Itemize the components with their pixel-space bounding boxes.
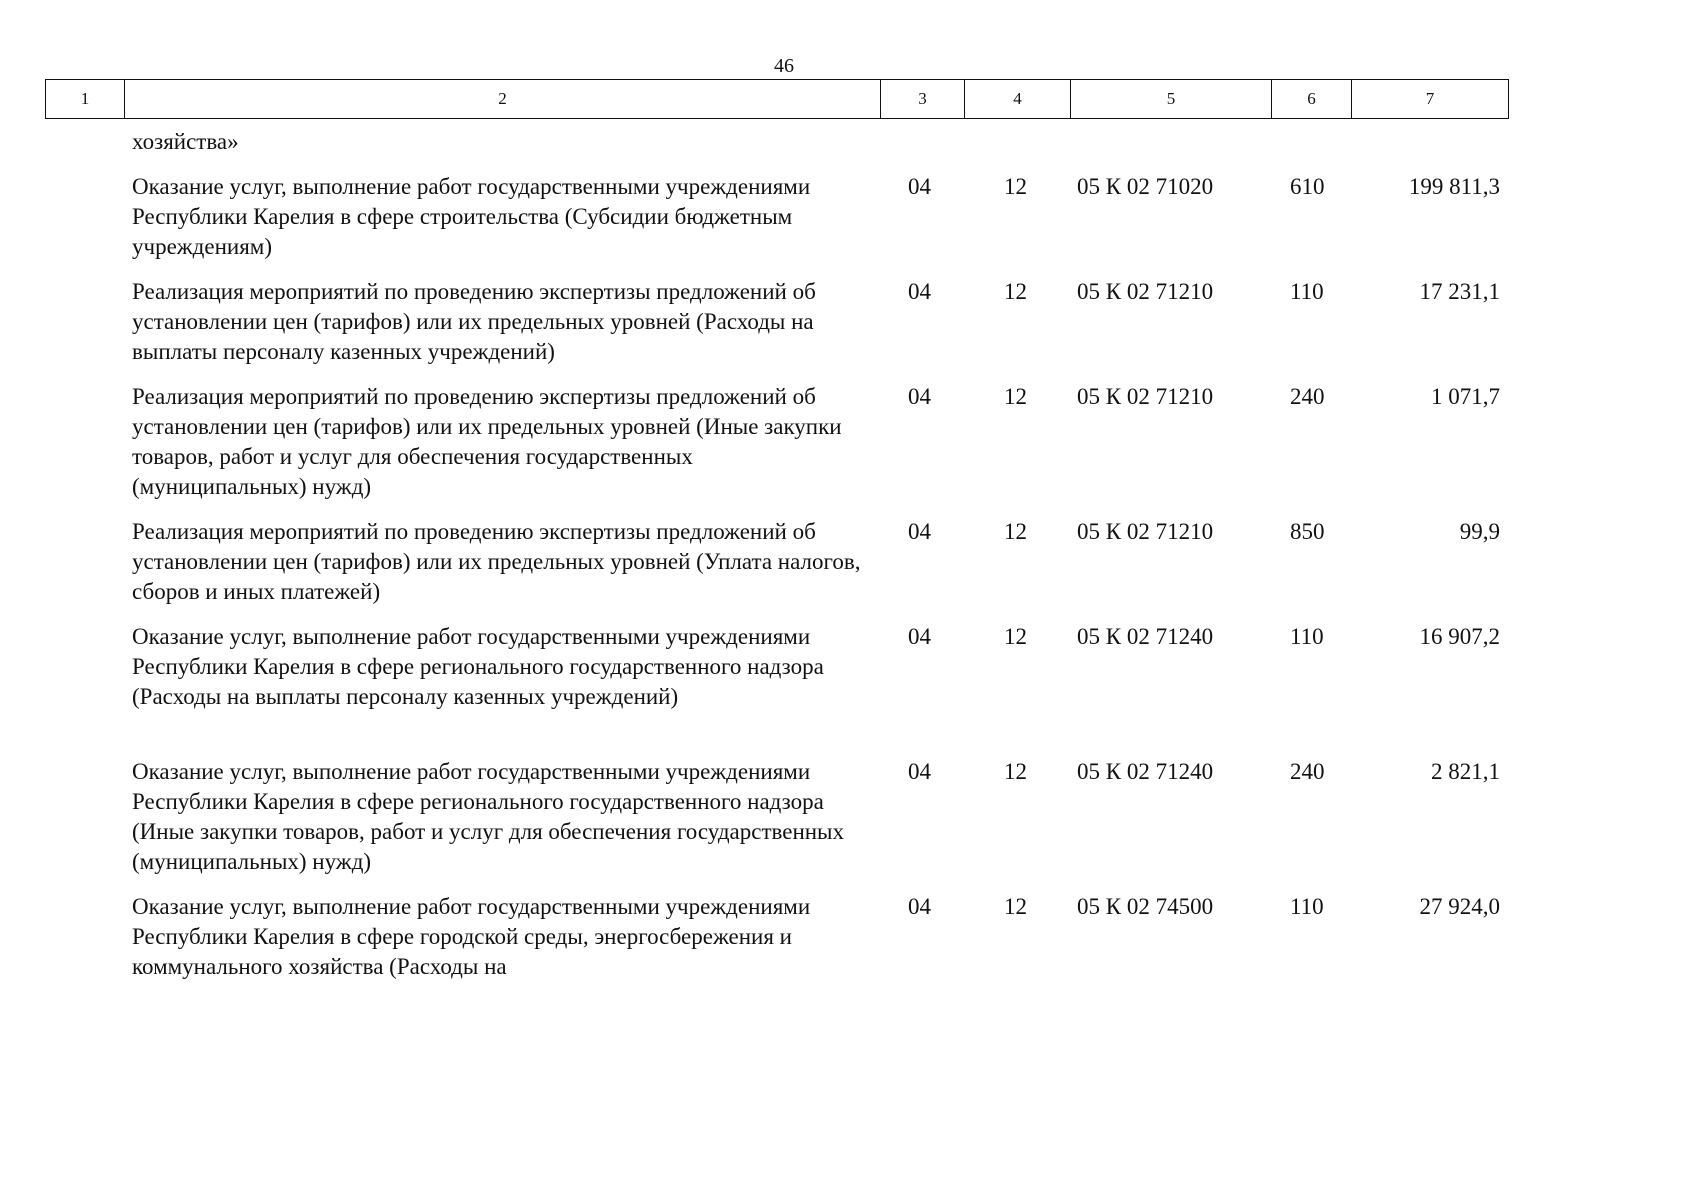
row-description: Реализация мероприятий по проведению экспертизы предложений об установлении цен (тарифов) или их предельных уровней (Уплата налогов, сборов и иных платежей) (132, 519, 861, 604)
row-subsection-code: 12 (1004, 279, 1027, 304)
header-cell-5: 5 (1071, 80, 1272, 118)
row-section-code: 04 (908, 174, 931, 199)
row-target-article: 05 К 02 71210 (1077, 279, 1214, 304)
row-amount: 199 811,3 (1408, 174, 1500, 199)
row-target-article: 05 К 02 74500 (1077, 894, 1214, 919)
row-expense-type: 110 (1290, 894, 1324, 919)
row-description: Оказание услуг, выполнение работ государственными учреждениями Республики Карелия в сфере регионального государственного надзора (Расходы на выплаты персоналу казенных учреждений) (132, 624, 824, 709)
header-cell-7: 7 (1425, 89, 1435, 108)
row-expense-type: 110 (1290, 624, 1324, 649)
row-subsection-code: 12 (1004, 624, 1027, 649)
row-description: Оказание услуг, выполнение работ государственными учреждениями Республики Карелия в сфере городской среды, энергосбережения и коммунального хозяйства (Расходы на (132, 894, 811, 979)
row-target-article: 05 К 02 71020 (1077, 174, 1214, 199)
row-section-code: 04 (908, 759, 931, 784)
row-target-article: 05 К 02 71210 (1077, 384, 1214, 409)
row-section-code: 04 (908, 519, 931, 544)
row-amount: 17 231,1 (1419, 279, 1500, 304)
row-subsection-code: 12 (1004, 519, 1027, 544)
row-section-code: 04 (908, 624, 931, 649)
row-section-code: 04 (908, 384, 931, 409)
row-subsection-code: 12 (1004, 174, 1027, 199)
row-expense-type: 240 (1290, 384, 1325, 409)
row-section-code: 04 (908, 894, 931, 919)
row-target-article: 05 К 02 71240 (1077, 624, 1214, 649)
header-cell-2: 2 (125, 80, 881, 118)
row-amount: 16 907,2 (1419, 624, 1500, 649)
row-expense-type: 110 (1290, 279, 1324, 304)
row-description: Реализация мероприятий по проведению экспертизы предложений об установлении цен (тарифов) или их предельных уровней (Расходы на выплаты персоналу казенных учреждений) (132, 279, 816, 364)
row-subsection-code: 12 (1004, 759, 1027, 784)
header-cell-4: 4 (965, 80, 1071, 118)
continuation-text: хозяйства» (132, 129, 239, 154)
row-section-code: 04 (908, 279, 931, 304)
row-amount: 1 071,7 (1431, 384, 1500, 409)
row-description: Оказание услуг, выполнение работ государственными учреждениями Республики Карелия в сфере регионального государственного надзора (Иные закупки товаров, работ и услуг для обеспечения государственных (муниципальных) нужд) (132, 759, 845, 874)
header-cell-6: 6 (1272, 80, 1352, 118)
row-subsection-code: 12 (1004, 384, 1027, 409)
header-cell-3: 3 (881, 80, 965, 118)
row-amount: 27 924,0 (1419, 894, 1500, 919)
page-number: 46 (774, 55, 794, 77)
table-header (45, 79, 1509, 119)
row-amount: 99,9 (1459, 519, 1500, 544)
row-description: Реализация мероприятий по проведению экспертизы предложений об установлении цен (тарифов) или их предельных уровней (Иные закупки товаров, работ и услуг для обеспечения государственных (муниципальных) нужд) (132, 384, 842, 499)
row-expense-type: 240 (1290, 759, 1325, 784)
row-expense-type: 610 (1290, 174, 1325, 199)
row-amount: 2 821,1 (1431, 759, 1500, 784)
row-target-article: 05 К 02 71240 (1077, 759, 1214, 784)
row-subsection-code: 12 (1004, 894, 1027, 919)
row-expense-type: 850 (1290, 519, 1325, 544)
row-target-article: 05 К 02 71210 (1077, 519, 1214, 544)
row-description: Оказание услуг, выполнение работ государственными учреждениями Республики Карелия в сфере строительства (Субсидии бюджетным учреждениям) (132, 174, 811, 259)
header-cell-1: 1 (46, 80, 125, 118)
